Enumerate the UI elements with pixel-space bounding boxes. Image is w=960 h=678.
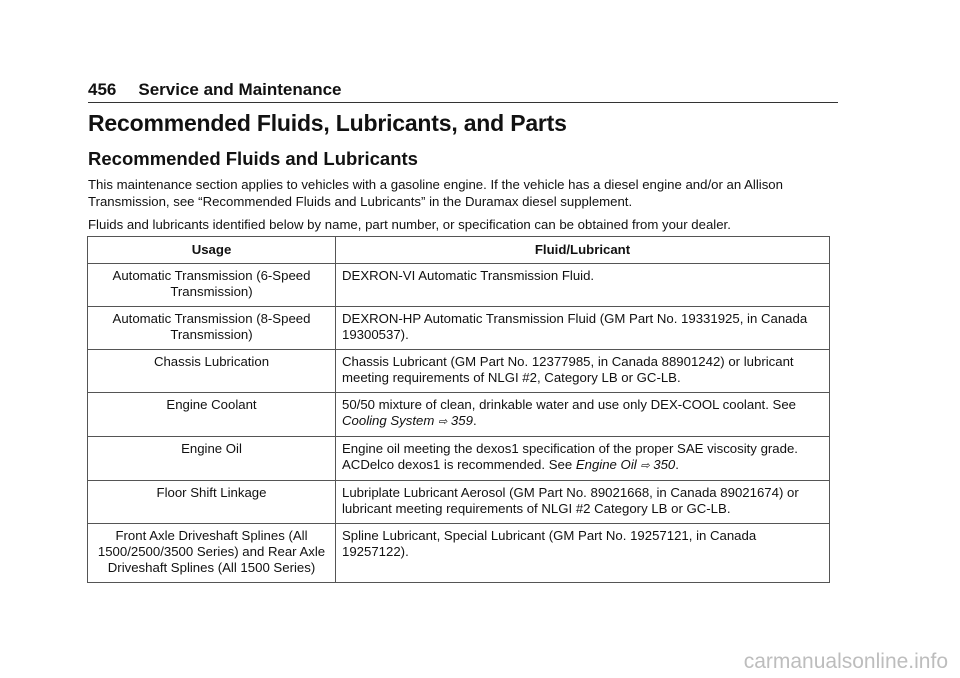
usage-cell: Front Axle Driveshaft Splines (All 1500/2500/3500 Series) and Rear Axle Driveshaft Splines (All 1500 Series) [88,524,336,583]
link-page: 359 [450,413,473,428]
engine-oil-link[interactable] [576,457,675,472]
intro-paragraph [88,176,838,210]
header-usage: Usage [88,237,336,264]
fluid-cell [336,393,830,437]
link-text: Cooling System [342,413,435,428]
intro-text-end: ” in the Duramax diesel supplement. [421,194,633,209]
table-row [88,393,830,437]
table-row [88,264,830,307]
table-row [88,350,830,393]
usage-cell: Automatic Transmission (8-Speed Transmission) [88,307,336,350]
fluid-cell: Chassis Lubricant (GM Part No. 12377985, in Canada 88901242) or lubricant meeting requirements of NLGI #2, Category LB or GC-LB. [336,350,830,393]
intro-text: This maintenance section applies to vehicles with a gasoline engine. If the vehicle has a diesel engine and/or an Allison Transmission, see “ [88,177,783,209]
section-heading: Recommended Fluids and Lubricants [88,148,418,169]
fluid-cell: DEXRON-HP Automatic Transmission Fluid (GM Part No. 19331925, in Canada 19300537). [336,307,830,350]
table-row [88,524,830,583]
page-number: 456 [88,80,117,99]
table-header-row [88,237,830,264]
fluid-cell: DEXRON-VI Automatic Transmission Fluid. [336,264,830,307]
fluid-cell: Spline Lubricant, Special Lubricant (GM Part No. 19257121, in Canada 19257122). [336,524,830,583]
header-fluid: Fluid/Lubricant [336,237,830,264]
fluid-text: 50/50 mixture of clean, drinkable water and use only DEX-COOL coolant. See [342,397,796,412]
intro-reference[interactable]: Recommended Fluids and Lubricants [202,194,422,209]
table-row [88,307,830,350]
usage-cell: Engine Coolant [88,393,336,437]
dealer-note: Fluids and lubricants identified below by name, part number, or specification can be obtained from your dealer. [88,217,731,232]
fluids-table [87,236,830,583]
page-ref-arrow-icon: ⇨ [640,460,650,472]
usage-cell: Automatic Transmission (6-Speed Transmission) [88,264,336,307]
fluid-cell: Lubriplate Lubricant Aerosol (GM Part No. 89021668, in Canada 89021674) or lubricant meeting requirements of NLGI #2 Category LB or GC-LB. [336,481,830,524]
watermark: carmanualsonline.info [743,650,948,673]
page-ref-arrow-icon: ⇨ [438,416,448,428]
fluid-tail: . [472,413,477,428]
fluid-text: Engine oil meeting the dexos1 specification of the proper SAE viscosity grade. ACDelco dexos1 is recommended. See [342,441,798,472]
link-page: 350 [653,457,676,472]
usage-cell: Chassis Lubrication [88,350,336,393]
page-title: Recommended Fluids, Lubricants, and Parts [88,110,567,136]
usage-cell: Engine Oil [88,437,336,481]
usage-cell: Floor Shift Linkage [88,481,336,524]
page-header [88,80,838,103]
fluid-cell [336,437,830,481]
link-text: Engine Oil [575,457,637,472]
fluid-tail: . [675,457,679,472]
section-title: Service and Maintenance [138,80,342,99]
table-row [88,481,830,524]
cooling-system-link[interactable] [342,413,473,428]
table-row [88,437,830,481]
